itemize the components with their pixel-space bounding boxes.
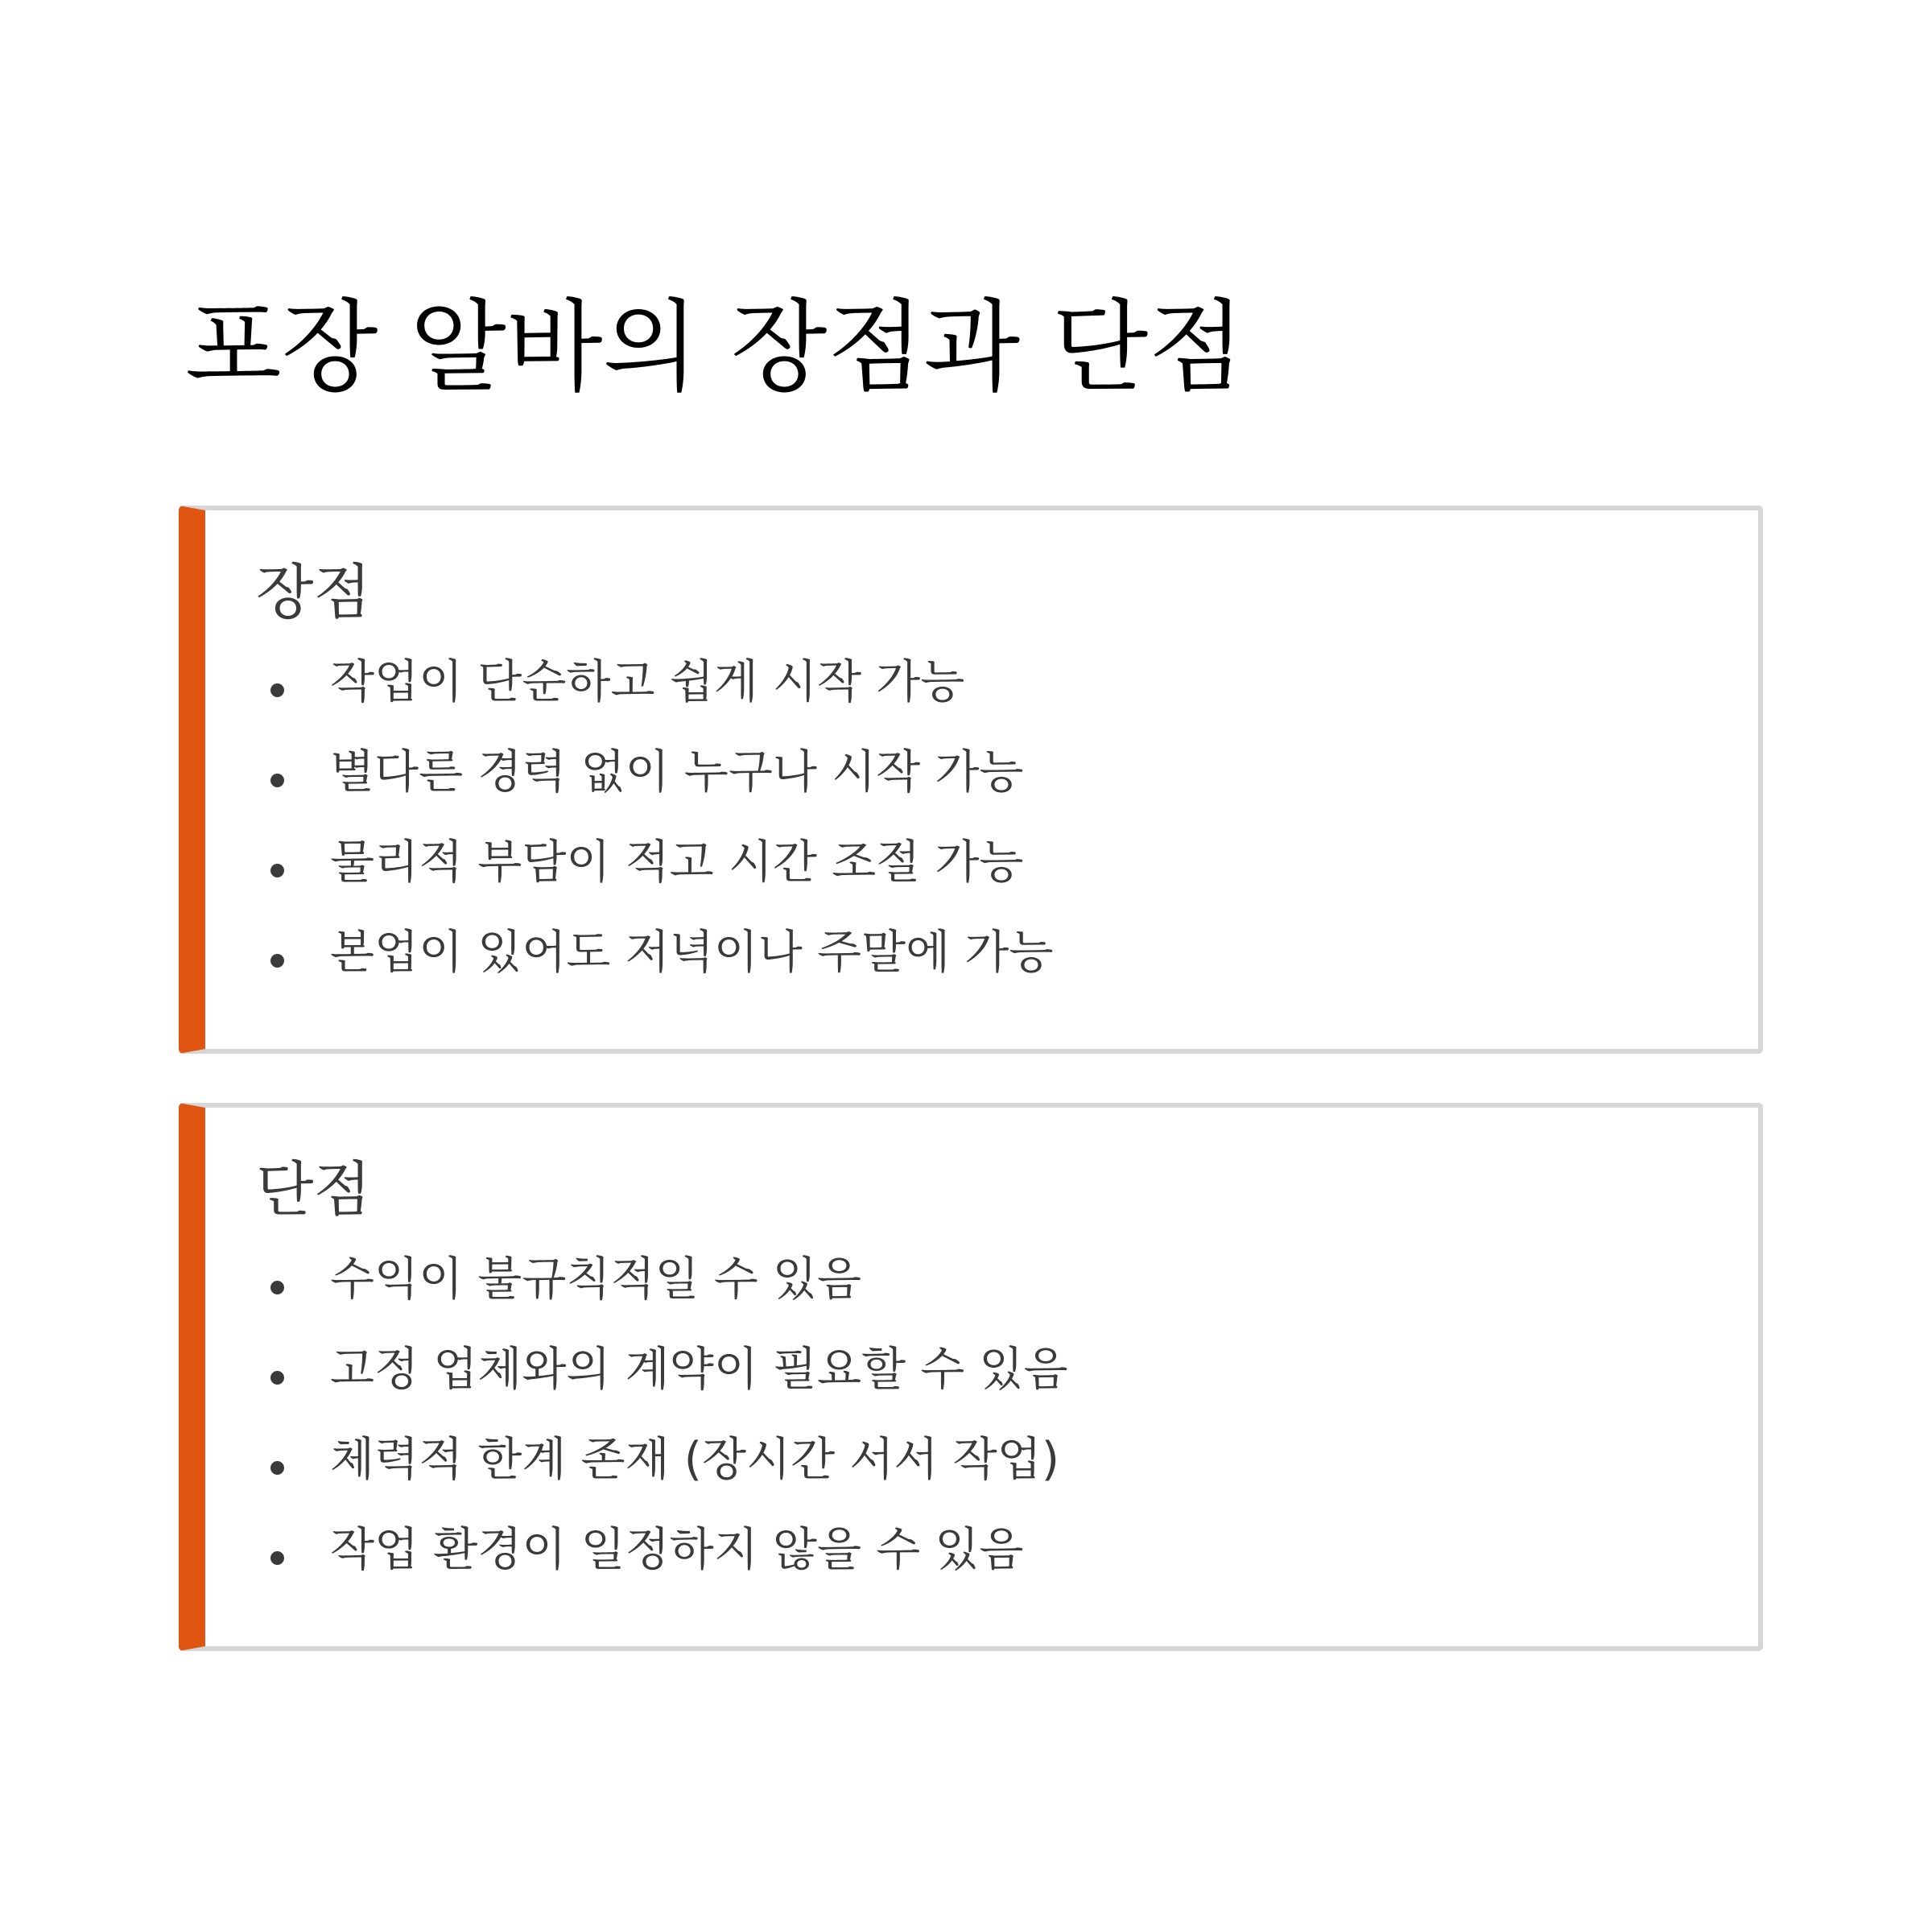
page-title: 포장 알바의 장점과 단점 (185, 290, 1245, 406)
bullet-dot-icon (270, 954, 284, 968)
bullet-dot-icon (270, 1551, 284, 1565)
pros-item-text: 별다른 경력 없이 누구나 시작 가능 (330, 745, 1024, 799)
pros-card (179, 506, 1763, 1054)
bullet-dot-icon (270, 1281, 284, 1294)
cons-item-text: 작업 환경이 일정하지 않을 수 있음 (330, 1523, 1024, 1576)
cons-card (179, 1103, 1763, 1651)
cons-item-text: 체력적 한계 존재 (장시간 서서 작업) (330, 1433, 1059, 1486)
pros-item-text: 본업이 있어도 저녁이나 주말에 가능 (330, 926, 1054, 979)
cons-item-text: 고정 업체와의 계약이 필요할 수 있음 (330, 1343, 1068, 1396)
bullet-dot-icon (270, 1461, 284, 1475)
cons-heading: 단점 (256, 1155, 371, 1224)
pros-heading: 장점 (256, 558, 371, 627)
bullet-dot-icon (270, 1371, 284, 1385)
pros-item-text: 작업이 단순하고 쉽게 시작 가능 (330, 655, 965, 708)
bullet-dot-icon (270, 774, 284, 787)
bullet-dot-icon (270, 864, 284, 877)
cons-item-text: 수익이 불규칙적일 수 있음 (330, 1253, 862, 1306)
pros-item-text: 물리적 부담이 적고 시간 조절 가능 (330, 836, 1024, 889)
bullet-dot-icon (270, 683, 284, 697)
